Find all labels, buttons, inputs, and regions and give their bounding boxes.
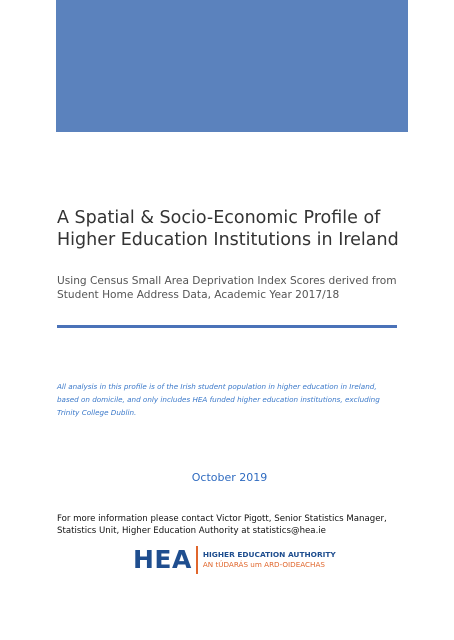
contact-line-2: Statistics Unit, Higher Education Authority at statistics@hea.ie	[57, 526, 326, 536]
report-title-line-1: A Spatial & Socio-Economic Profile of	[57, 208, 381, 228]
scope-note-line-2: based on domicile, and only includes HEA funded higher education institutions, excluding	[57, 395, 380, 404]
report-subtitle	[57, 274, 447, 302]
publication-date: October 2019	[191, 471, 268, 484]
report-subtitle-line-2: Student Home Address Data, Academic Year 2017/18	[57, 289, 340, 301]
hea-logo-divider	[196, 546, 198, 574]
report-subtitle-line-1: Using Census Small Area Deprivation Index Scores derived from	[57, 275, 397, 287]
hea-logo-mark: HEA	[133, 545, 192, 574]
hea-logo-irish-name: AN tÚDARÁS um ARD-OIDEACHAS	[202, 560, 325, 569]
contact-line-1: For more information please contact Victor Pigott, Senior Statistics Manager,	[57, 514, 387, 524]
scope-note-line-1: All analysis in this profile is of the Irish student population in higher education in Ireland,	[57, 382, 377, 391]
report-title-line-2: Higher Education Institutions in Ireland	[57, 230, 399, 250]
scope-note	[57, 380, 402, 419]
cover-banner	[56, 0, 408, 132]
contact-info	[57, 513, 427, 537]
hea-logo-text	[203, 550, 336, 570]
hea-logo	[133, 545, 336, 575]
hea-logo-english-name: HIGHER EDUCATION AUTHORITY	[202, 550, 336, 559]
scope-note-line-3: Trinity College Dublin.	[57, 408, 137, 417]
report-title	[57, 207, 437, 251]
title-divider	[57, 325, 397, 328]
